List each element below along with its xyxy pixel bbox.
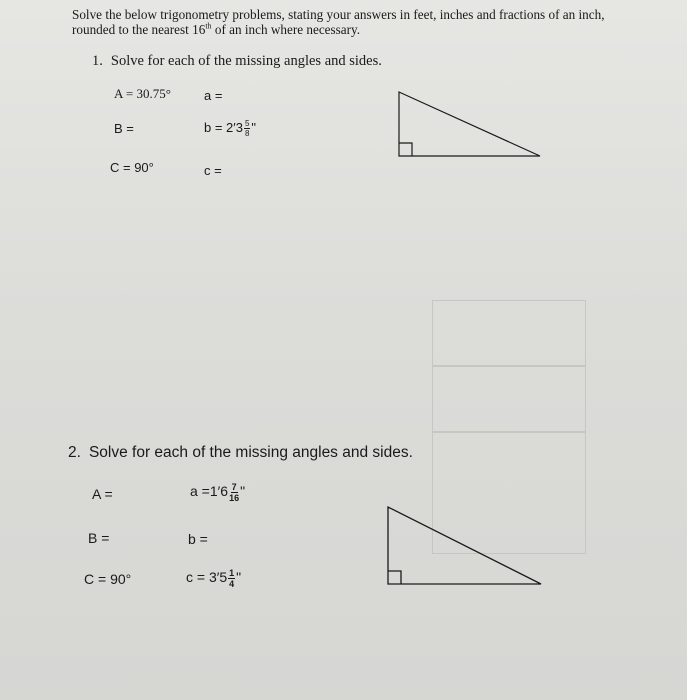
- p2-angle-a: A =: [92, 486, 113, 502]
- p1-angle-a: A = 30.75°: [114, 86, 171, 101]
- p1-side-c: c =: [204, 163, 222, 178]
- p1-side-b-unit: ": [251, 119, 257, 135]
- p2-side-a-unit: ": [240, 483, 246, 500]
- p1-side-b-whole: b = 2′3: [204, 119, 243, 135]
- p2-side-c-unit: ": [236, 569, 242, 586]
- p1-angle-b: B =: [114, 121, 134, 136]
- p2-angle-c: C = 90°: [84, 571, 132, 587]
- p2-side-c-whole: c = 3′5: [186, 569, 228, 586]
- p1-side-b-denominator: 8: [244, 129, 250, 138]
- problem-1-title-text: Solve for each of the missing angles and sides.: [110, 53, 382, 69]
- problem-1-number: 1.: [92, 53, 103, 69]
- instructions-line-2-end: of an inch where necessary.: [211, 22, 361, 37]
- p2-side-c-numerator: 1: [229, 568, 235, 578]
- p1-side-b-numerator: 5: [244, 119, 250, 128]
- p2-side-b: b =: [188, 531, 208, 547]
- instructions-line-1: Solve the below trigonometry problems, stating your answers in feet, inches and fractions of an inch,: [72, 7, 605, 22]
- problem-2-number: 2.: [68, 444, 81, 461]
- problem-2-title-text: Solve for each of the missing angles and sides.: [88, 444, 413, 461]
- p2-side-c-denominator: 4: [229, 579, 235, 589]
- p2-side-a-numerator: 7: [231, 482, 237, 492]
- p1-angle-c: C = 90°: [110, 160, 154, 175]
- p2-angle-b: B =: [88, 530, 110, 546]
- instructions-line-2-start: rounded to the nearest 16: [72, 22, 206, 37]
- p1-side-a: a =: [204, 88, 223, 103]
- p2-side-a-whole: a =1′6: [190, 483, 229, 500]
- p2-side-a-denominator: 16: [229, 493, 240, 503]
- instructions-ordinal: th: [205, 21, 212, 31]
